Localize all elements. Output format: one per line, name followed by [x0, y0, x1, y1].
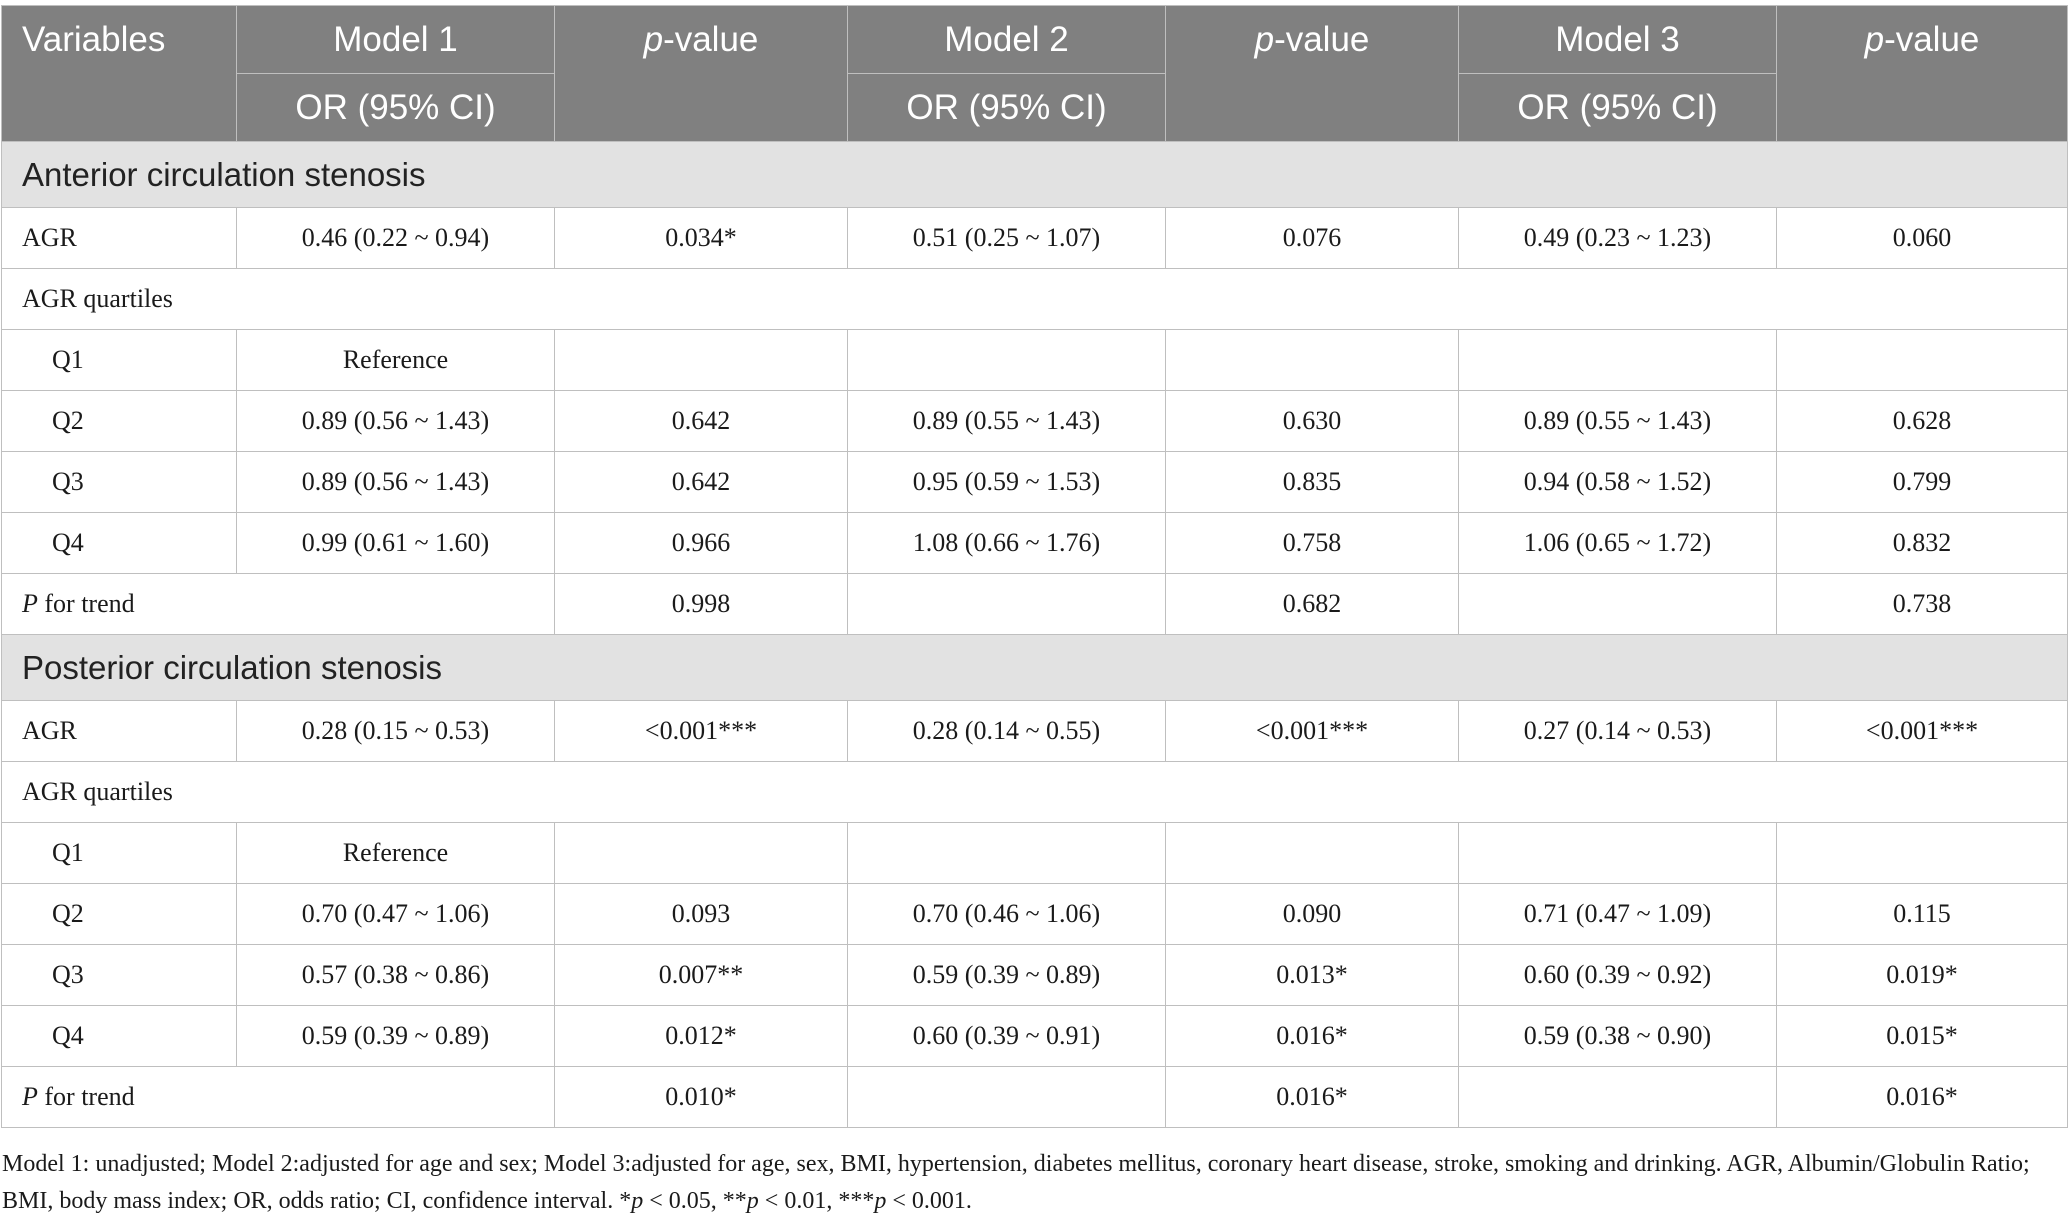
cell-or-m3: 0.27 (0.14 ~ 0.53)	[1459, 701, 1777, 762]
cell-or-m1: 0.57 (0.38 ~ 0.86)	[237, 945, 555, 1006]
table-row	[2, 945, 2068, 1006]
header-or-ci-1: OR (95% CI)	[237, 74, 555, 142]
cell-p-m3: 0.015*	[1777, 1006, 2068, 1067]
table-footnote: Model 1: unadjusted; Model 2:adjusted for age and sex; Model 3:adjusted for age, sex, BMI, hypertension, diabetes mellitus, coronary heart disease, stroke, smoking and drinking. AGR, Albumin/Globulin Ratio; BMI, body mass index; OR, odds ratio; CI, confidence interval. *p < 0.05, **p < 0.01, ***p < 0.001.	[2, 1151, 2030, 1214]
cell-or-m1: Reference	[237, 823, 555, 884]
cell-or-m2: 1.08 (0.66 ~ 1.76)	[848, 513, 1166, 574]
table-row	[2, 513, 2068, 574]
cell-or-m2: 0.89 (0.55 ~ 1.43)	[848, 391, 1166, 452]
cell-empty	[555, 330, 848, 391]
cell-or-m3: 0.60 (0.39 ~ 0.92)	[1459, 945, 1777, 1006]
cell-p-m2: 0.090	[1166, 884, 1459, 945]
cell-empty	[1459, 1067, 1777, 1128]
row-label: Q3	[2, 945, 237, 1006]
cell-p-m3: 0.060	[1777, 208, 2068, 269]
cell-empty	[848, 823, 1166, 884]
cell-or-m1: 0.99 (0.61 ~ 1.60)	[237, 513, 555, 574]
cell-p-m2: 0.016*	[1166, 1006, 1459, 1067]
cell-or-m2: 0.60 (0.39 ~ 0.91)	[848, 1006, 1166, 1067]
cell-p-m3: 0.799	[1777, 452, 2068, 513]
row-label: Q4	[2, 513, 237, 574]
header-or-ci-2: OR (95% CI)	[848, 74, 1166, 142]
table-body	[2, 142, 2068, 1128]
cell-p-m2: 0.016*	[1166, 1067, 1459, 1128]
row-label: AGR	[2, 208, 237, 269]
row-label-trend: P for trend	[2, 1067, 555, 1128]
row-label: Q4	[2, 1006, 237, 1067]
cell-or-m3: 0.94 (0.58 ~ 1.52)	[1459, 452, 1777, 513]
cell-or-m3: 0.49 (0.23 ~ 1.23)	[1459, 208, 1777, 269]
table-row	[2, 391, 2068, 452]
cell-empty	[1459, 330, 1777, 391]
cell-empty	[1166, 330, 1459, 391]
table-row	[2, 269, 2068, 330]
cell-empty	[848, 1067, 1166, 1128]
section-title: Posterior circulation stenosis	[2, 635, 2068, 701]
results-table	[1, 5, 2068, 1128]
cell-p-m1: 0.034*	[555, 208, 848, 269]
cell-p-m2: 0.758	[1166, 513, 1459, 574]
cell-or-m3: 0.71 (0.47 ~ 1.09)	[1459, 884, 1777, 945]
cell-empty	[1166, 823, 1459, 884]
cell-or-m2: 0.59 (0.39 ~ 0.89)	[848, 945, 1166, 1006]
cell-p-m3: 0.738	[1777, 574, 2068, 635]
cell-p-m3: <0.001***	[1777, 701, 2068, 762]
cell-empty	[848, 330, 1166, 391]
cell-or-m2: 0.70 (0.46 ~ 1.06)	[848, 884, 1166, 945]
cell-p-m1: 0.998	[555, 574, 848, 635]
table-container	[0, 5, 2068, 1128]
header-pvalue-2: p-value	[1166, 6, 1459, 142]
cell-p-m2: 0.835	[1166, 452, 1459, 513]
header-model2: Model 2	[848, 6, 1166, 74]
cell-or-m1: 0.89 (0.56 ~ 1.43)	[237, 452, 555, 513]
header-model1: Model 1	[237, 6, 555, 74]
cell-or-m3: 0.59 (0.38 ~ 0.90)	[1459, 1006, 1777, 1067]
cell-p-m2: <0.001***	[1166, 701, 1459, 762]
header-or-ci-3: OR (95% CI)	[1459, 74, 1777, 142]
header-pvalue-1: p-value	[555, 6, 848, 142]
cell-p-m2: 0.013*	[1166, 945, 1459, 1006]
cell-p-m1: 0.093	[555, 884, 848, 945]
cell-p-m1: 0.010*	[555, 1067, 848, 1128]
cell-p-m3: 0.832	[1777, 513, 2068, 574]
cell-empty	[1459, 574, 1777, 635]
table-row	[2, 452, 2068, 513]
cell-or-m1: 0.28 (0.15 ~ 0.53)	[237, 701, 555, 762]
table-row	[2, 1067, 2068, 1128]
table-row	[2, 701, 2068, 762]
cell-or-m1: 0.70 (0.47 ~ 1.06)	[237, 884, 555, 945]
table-row	[2, 1006, 2068, 1067]
cell-p-m3: 0.016*	[1777, 1067, 2068, 1128]
cell-p-m1: 0.012*	[555, 1006, 848, 1067]
section-row-anterior	[2, 142, 2068, 208]
cell-p-m1: 0.007**	[555, 945, 848, 1006]
cell-p-m1: <0.001***	[555, 701, 848, 762]
row-label: Q2	[2, 884, 237, 945]
header-pvalue-3: p-value	[1777, 6, 2068, 142]
cell-empty	[555, 823, 848, 884]
cell-or-m2: 0.51 (0.25 ~ 1.07)	[848, 208, 1166, 269]
cell-or-m3: 0.89 (0.55 ~ 1.43)	[1459, 391, 1777, 452]
cell-empty	[848, 574, 1166, 635]
section-row-posterior	[2, 635, 2068, 701]
cell-p-m3: 0.115	[1777, 884, 2068, 945]
cell-p-m1: 0.642	[555, 452, 848, 513]
cell-or-m1: 0.59 (0.39 ~ 0.89)	[237, 1006, 555, 1067]
row-label: AGR quartiles	[2, 269, 2068, 330]
cell-p-m3: 0.628	[1777, 391, 2068, 452]
cell-p-m1: 0.966	[555, 513, 848, 574]
cell-empty	[1777, 330, 2068, 391]
cell-or-m3: 1.06 (0.65 ~ 1.72)	[1459, 513, 1777, 574]
header-model3: Model 3	[1459, 6, 1777, 74]
cell-or-m2: 0.28 (0.14 ~ 0.55)	[848, 701, 1166, 762]
cell-or-m2: 0.95 (0.59 ~ 1.53)	[848, 452, 1166, 513]
row-label: Q1	[2, 330, 237, 391]
cell-or-m1: 0.89 (0.56 ~ 1.43)	[237, 391, 555, 452]
row-label-trend: P for trend	[2, 574, 555, 635]
cell-p-m2: 0.630	[1166, 391, 1459, 452]
row-label: Q2	[2, 391, 237, 452]
row-label: Q3	[2, 452, 237, 513]
table-row	[2, 208, 2068, 269]
section-title: Anterior circulation stenosis	[2, 142, 2068, 208]
cell-empty	[1777, 823, 2068, 884]
table-row	[2, 823, 2068, 884]
table-row	[2, 884, 2068, 945]
table-row	[2, 574, 2068, 635]
table-row	[2, 330, 2068, 391]
row-label: AGR	[2, 701, 237, 762]
header-variables: Variables	[2, 6, 237, 142]
cell-p-m2: 0.076	[1166, 208, 1459, 269]
row-label: AGR quartiles	[2, 762, 2068, 823]
cell-or-m1: Reference	[237, 330, 555, 391]
cell-p-m3: 0.019*	[1777, 945, 2068, 1006]
row-label: Q1	[2, 823, 237, 884]
cell-empty	[1459, 823, 1777, 884]
table-header	[2, 6, 2068, 142]
cell-p-m2: 0.682	[1166, 574, 1459, 635]
cell-or-m1: 0.46 (0.22 ~ 0.94)	[237, 208, 555, 269]
table-row	[2, 762, 2068, 823]
cell-p-m1: 0.642	[555, 391, 848, 452]
